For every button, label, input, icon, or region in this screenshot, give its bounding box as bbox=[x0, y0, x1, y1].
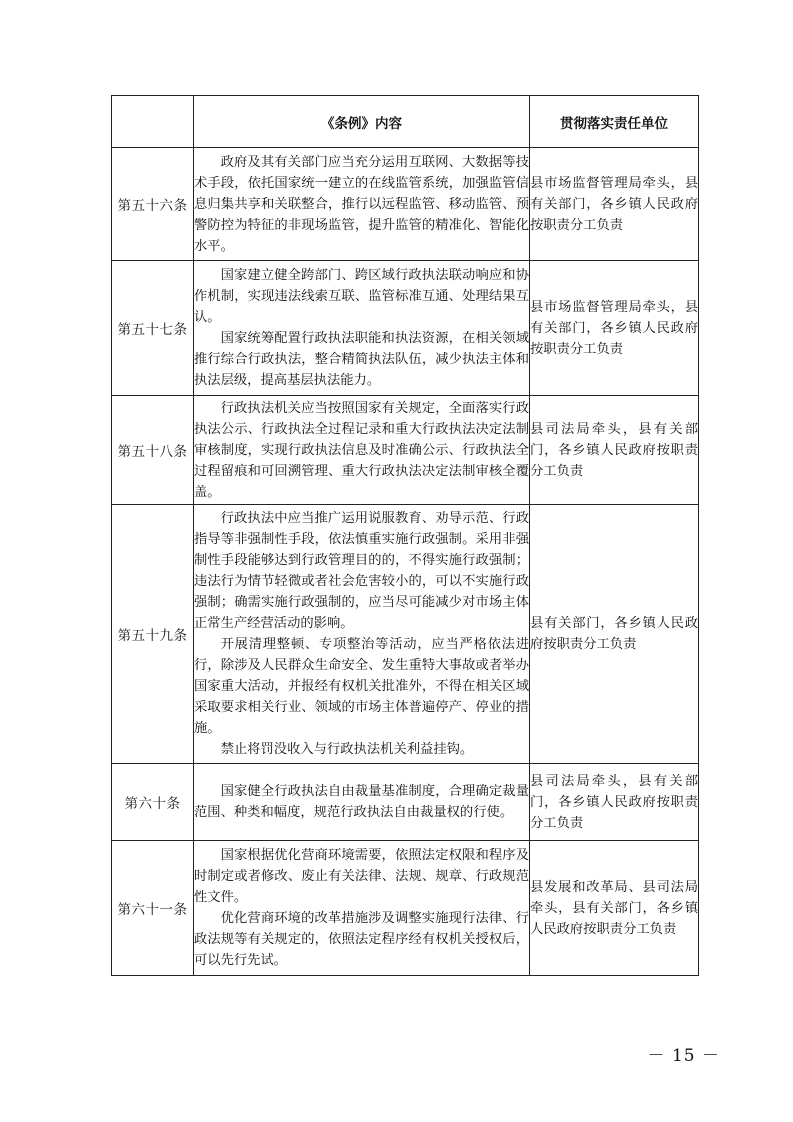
article-number: 第五十六条 bbox=[112, 148, 194, 261]
responsible-unit: 县发展和改革局、县司法局牵头，县有关部门，各乡镇人民政府按职责分工负责 bbox=[530, 841, 699, 976]
article-number: 第六十一条 bbox=[112, 841, 194, 976]
content-paragraph: 国家根据优化营商环境需要，依照法定权限和程序及时制定或者修改、废止有关法律、法规、规章、行政规范性文件。 bbox=[194, 848, 529, 905]
content-paragraph: 行政执法中应当推广运用说服教育、劝导示范、行政指导等非强制性手段，依法慎重实施行政强制。采用非强制性手段能够达到行政管理目的的，不得实施行政强制；违法行为情节轻微或者社会危害较小的，可以不实施行政强制；确需实施行政强制的，应当尽可能减少对市场主体正常生产经营活动的影响。 bbox=[194, 511, 529, 631]
article-content bbox=[194, 396, 530, 505]
content-paragraph: 国家健全行政执法自由裁量基准制度，合理确定裁量范围、种类和幅度，规范行政执法自由裁量权的行使。 bbox=[194, 784, 529, 820]
header-content-column: 《条例》内容 bbox=[194, 96, 530, 148]
responsible-unit: 县有关部门，各乡镇人民政府按职责分工负责 bbox=[530, 505, 699, 764]
article-number: 第五十七条 bbox=[112, 261, 194, 396]
header-responsible-column: 贯彻落实责任单位 bbox=[530, 96, 699, 148]
table-row bbox=[112, 841, 699, 976]
page-number: － 15 － bbox=[647, 1046, 720, 1066]
article-content bbox=[194, 505, 530, 764]
content-paragraph: 国家统筹配置行政执法职能和执法资源，在相关领域推行综合行政执法，整合精简执法队伍，减少执法主体和执法层级，提高基层执法能力。 bbox=[194, 331, 529, 388]
table-header-row bbox=[112, 96, 699, 148]
content-paragraph: 国家建立健全跨部门、跨区域行政执法联动响应和协作机制，实现违法线索互联、监管标准互通、处理结果互认。 bbox=[194, 268, 529, 325]
responsible-unit: 县市场监督管理局牵头，县有关部门，各乡镇人民政府按职责分工负责 bbox=[530, 148, 699, 261]
content-paragraph: 政府及其有关部门应当充分运用互联网、大数据等技术手段，依托国家统一建立的在线监管系统，加强监管信息归集共享和关联整合，推行以远程监管、移动监管、预警防控为特征的非现场监管，提升监管的精准化、智能化水平。 bbox=[194, 154, 529, 254]
content-paragraph: 优化营商环境的改革措施涉及调整实施现行法律、行政法规等有关规定的，依照法定程序经有权机关授权后，可以先行先试。 bbox=[194, 911, 529, 968]
table-row bbox=[112, 764, 699, 841]
article-number: 第六十条 bbox=[112, 764, 194, 841]
responsible-unit: 县司法局牵头，县有关部门，各乡镇人民政府按职责分工负责 bbox=[530, 764, 699, 841]
article-number: 第五十八条 bbox=[112, 396, 194, 505]
content-paragraph: 行政执法机关应当按照国家有关规定，全面落实行政执法公示、行政执法全过程记录和重大行政执法决定法制审核制度，实现行政执法信息及时准确公示、行政执法全过程留痕和可回溯管理、重大行政执法决定法制审核全覆盖。 bbox=[194, 400, 529, 500]
header-article-column bbox=[112, 96, 194, 148]
article-content bbox=[194, 261, 530, 396]
article-content bbox=[194, 148, 530, 261]
article-content bbox=[194, 764, 530, 841]
responsible-unit: 县司法局牵头，县有关部门，各乡镇人民政府按职责分工负责 bbox=[530, 396, 699, 505]
article-content bbox=[194, 841, 530, 976]
table-row bbox=[112, 148, 699, 261]
content-paragraph: 开展清理整顿、专项整治等活动，应当严格依法进行，除涉及人民群众生命安全、发生重特大事故或者举办国家重大活动，并报经有权机关批准外，不得在相关区域采取要求相关行业、领域的市场主体普遍停产、停业的措施。 bbox=[194, 637, 529, 736]
table-row bbox=[112, 505, 699, 764]
content-paragraph: 禁止将罚没收入与行政执法机关利益挂钩。 bbox=[220, 742, 474, 757]
regulation-table bbox=[111, 95, 699, 976]
table-row bbox=[112, 261, 699, 396]
article-number: 第五十九条 bbox=[112, 505, 194, 764]
table-row bbox=[112, 396, 699, 505]
responsible-unit: 县市场监督管理局牵头，县有关部门，各乡镇人民政府按职责分工负责 bbox=[530, 261, 699, 396]
